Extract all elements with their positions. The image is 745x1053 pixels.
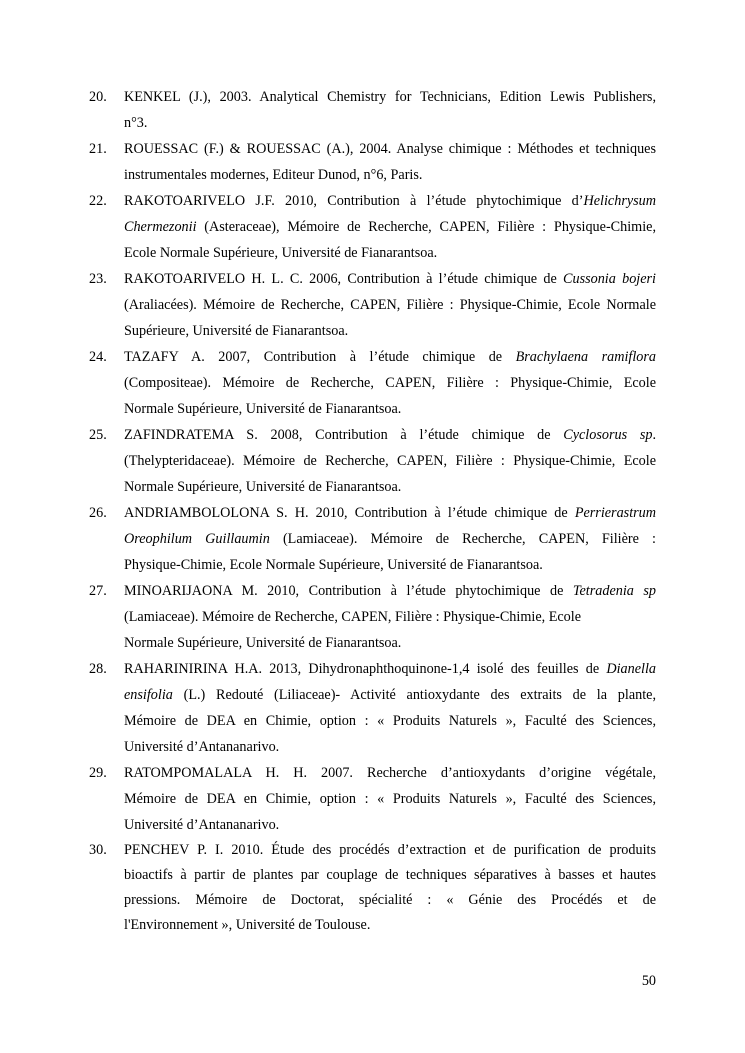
reference-line [124,760,656,786]
reference-line [124,838,656,863]
reference-line [124,552,656,578]
reference-item [89,838,656,938]
reference-segment: instrumentales modernes, Editeur Dunod, n°6, Paris. [124,167,423,183]
reference-text [124,656,656,760]
reference-number: 27. [89,583,107,599]
reference-segment: Mémoire de DEA en Chimie, option : « Produits Naturels », Faculté des Sciences, [124,713,656,729]
reference-item [89,344,656,422]
reference-line [124,266,656,292]
reference-line [124,344,656,370]
reference-list [89,84,656,938]
reference-segment: (L.) Redouté (Liliaceae)- Activité antioxydante des extraits de la plante, [172,687,656,703]
reference-segment: (Araliacées). Mémoire de Recherche, CAPEN, Filière : Physique-Chimie, Ecole Normale [124,297,656,313]
reference-item [89,656,656,760]
reference-segment: Normale Supérieure, Université de Fianarantsoa. [124,635,402,651]
reference-line [124,162,656,188]
reference-text [124,578,656,656]
reference-number: 24. [89,349,107,365]
reference-segment: ZAFINDRATEMA S. 2008, Contribution à l’étude chimique de [124,427,564,443]
reference-text [124,760,656,838]
reference-segment: RAHARINIRINA H.A. 2013, Dihydronaphthoquinone-1,4 isolé des feuilles de [124,661,607,677]
reference-segment: KENKEL (J.), 2003. Analytical Chemistry for Technicians, Edition Lewis Publishers, [124,89,656,105]
reference-line [124,812,656,838]
italic-taxon-name: Brachylaena ramiflora [515,349,656,365]
reference-line [124,188,656,214]
reference-number: 25. [89,427,107,443]
reference-item [89,266,656,344]
italic-taxon-name: Cyclosorus sp [563,427,653,443]
reference-line [124,526,656,552]
reference-line [124,214,656,240]
reference-number: 23. [89,271,107,287]
italic-taxon-name: Cussonia bojeri [563,271,656,287]
reference-segment: Ecole Normale Supérieure, Université de Fianarantsoa. [124,245,438,261]
italic-taxon-name: Tetradenia sp [572,583,656,599]
italic-taxon-name: ensifolia [124,687,173,703]
reference-text [124,84,656,136]
reference-text [124,188,656,266]
reference-item [89,422,656,500]
reference-line [124,292,656,318]
reference-line [124,630,656,656]
reference-item [89,136,656,188]
reference-line [124,474,656,500]
reference-line [124,682,656,708]
reference-segment: (Lamiaceae). Mémoire de Recherche, CAPEN, Filière : Physique-Chimie, Ecole [124,609,581,625]
reference-segment: Normale Supérieure, Université de Fianarantsoa. [124,479,402,495]
reference-segment: n°3. [124,115,148,131]
reference-line [124,422,656,448]
reference-line [124,448,656,474]
reference-segment: RATOMPOMALALA H. H. 2007. Recherche d’antioxydants d’origine végétale, [124,765,656,781]
reference-line [124,863,656,888]
reference-line [124,500,656,526]
reference-number: 26. [89,505,107,521]
reference-segment: (Asteraceae), Mémoire de Recherche, CAPEN, Filière : Physique-Chimie, [196,219,656,235]
reference-segment: Physique-Chimie, Ecole Normale Supérieure, Université de Fianarantsoa. [124,557,543,573]
italic-taxon-name: Helichrysum [583,193,656,209]
reference-line [124,786,656,812]
reference-line [124,888,656,913]
italic-taxon-name: Oreophilum Guillaumin [124,531,270,547]
reference-line [124,604,656,630]
reference-segment: Normale Supérieure, Université de Fianarantsoa. [124,401,402,417]
reference-segment: ANDRIAMBOLOLONA S. H. 2010, Contribution à l’étude chimique de [124,505,575,521]
reference-line [124,734,656,760]
reference-segment: (Lamiaceae). Mémoire de Recherche, CAPEN, Filière : [269,531,656,547]
reference-segment: bioactifs à partir de plantes par couplage de techniques séparatives à basses et hautes [124,867,656,883]
reference-segment: (Thelypteridaceae). Mémoire de Recherche, CAPEN, Filière : Physique-Chimie, Ecole [124,453,656,469]
reference-line [124,578,656,604]
reference-segment: MINOARIJAONA M. 2010, Contribution à l’étude phytochimique de [124,583,573,599]
reference-line [124,240,656,266]
reference-line [124,110,656,136]
reference-segment: Université d’Antananarivo. [124,817,280,833]
italic-taxon-name: Dianella [606,661,656,677]
reference-segment: Université d’Antananarivo. [124,739,280,755]
reference-text [124,344,656,422]
reference-number: 30. [89,842,107,858]
italic-taxon-name: Perrierastrum [574,505,656,521]
reference-segment: ROUESSAC (F.) & ROUESSAC (A.), 2004. Analyse chimique : Méthodes et techniques [124,141,656,157]
reference-segment: RAKOTOARIVELO H. L. C. 2006, Contribution à l’étude chimique de [124,271,564,287]
reference-line [124,708,656,734]
reference-segment: pressions. Mémoire de Doctorat, spécialité : « Génie des Procédés et de [124,892,656,908]
reference-number: 20. [89,89,107,105]
reference-segment: RAKOTOARIVELO J.F. 2010, Contribution à l’étude phytochimique d’ [124,193,584,209]
reference-item [89,578,656,656]
reference-number: 22. [89,193,107,209]
reference-text [124,422,656,500]
reference-segment: TAZAFY A. 2007, Contribution à l’étude chimique de [124,349,516,365]
reference-line [124,136,656,162]
reference-text [124,838,656,938]
reference-number: 28. [89,661,107,677]
reference-line [124,913,656,938]
reference-item [89,84,656,136]
reference-line [124,318,656,344]
reference-line [124,84,656,110]
italic-taxon-name: Chermezonii [124,219,197,235]
reference-text [124,266,656,344]
reference-line [124,370,656,396]
reference-line [124,656,656,682]
page-number: 50 [641,973,656,989]
reference-line [124,396,656,422]
reference-number: 21. [89,141,107,157]
reference-segment: PENCHEV P. I. 2010. Étude des procédés d’extraction et de purification de produits [124,842,656,858]
reference-segment: Supérieure, Université de Fianarantsoa. [124,323,349,339]
reference-text [124,136,656,188]
reference-item [89,500,656,578]
reference-segment: l'Environnement », Université de Toulouse. [124,917,371,933]
reference-segment: Mémoire de DEA en Chimie, option : « Produits Naturels », Faculté des Sciences, [124,791,656,807]
reference-segment: (Compositeae). Mémoire de Recherche, CAPEN, Filière : Physique-Chimie, Ecole [124,375,656,391]
reference-item [89,760,656,838]
reference-text [124,500,656,578]
reference-segment: . [652,427,656,443]
reference-number: 29. [89,765,107,781]
reference-item [89,188,656,266]
